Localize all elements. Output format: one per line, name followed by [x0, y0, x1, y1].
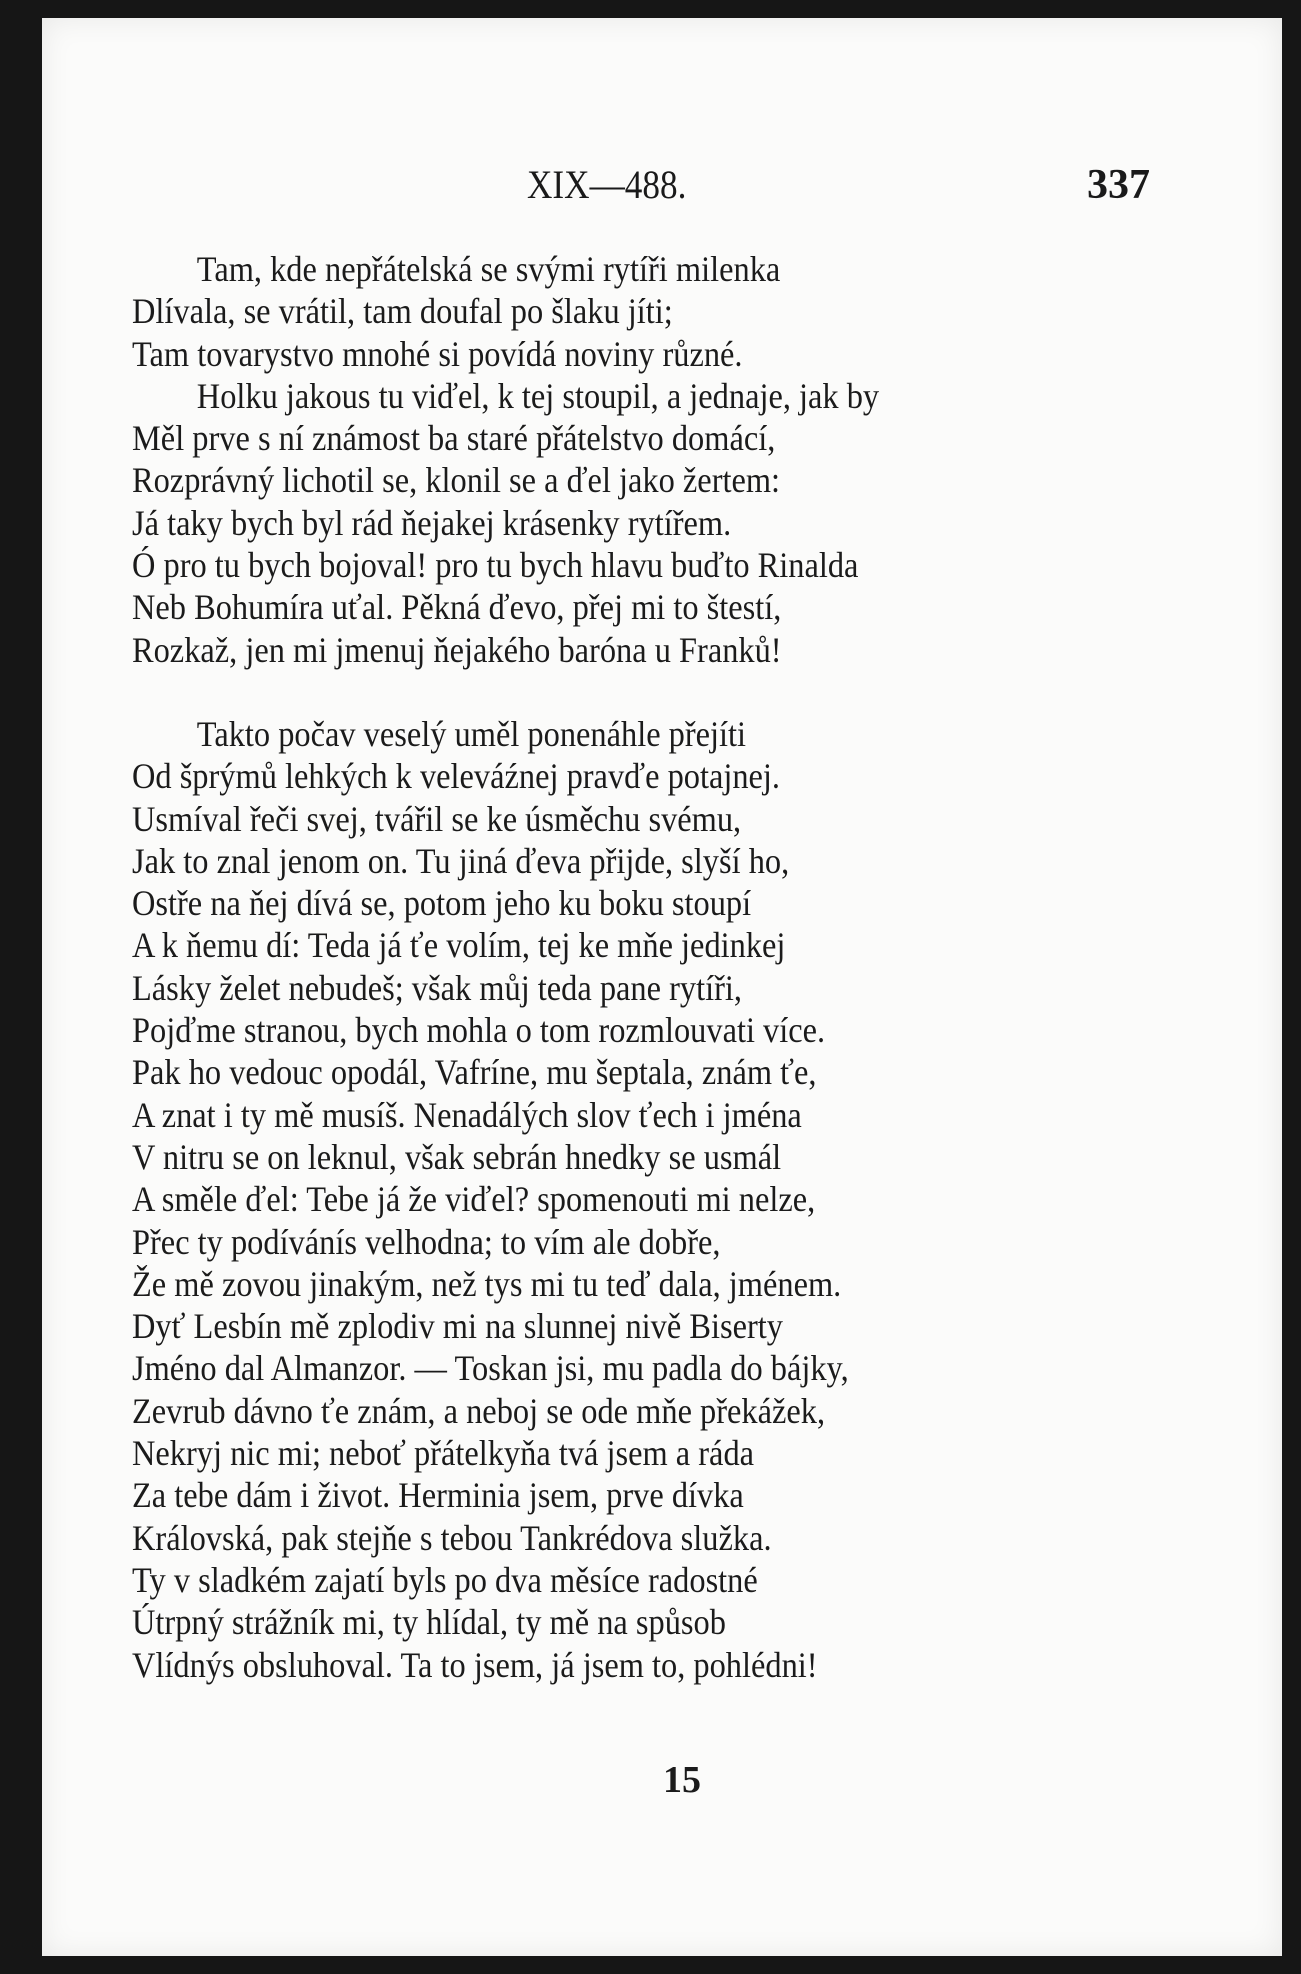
- verse-line: Pojďme stranou, bych mohla o tom rozmlouvati více.: [132, 1010, 826, 1051]
- verse-line: Rozkaž, jen mi jmenuj ňejakého baróna u Franků!: [132, 629, 782, 670]
- stanza: [132, 248, 1192, 671]
- stanza: [132, 713, 1192, 1686]
- verse-line: Ostře na ňej dívá se, potom jeho ku boku stoupí: [132, 883, 752, 924]
- verse-line: Rozprávný lichotil se, klonil se a ďel jako žertem:: [132, 460, 781, 501]
- verse-line: Tam tovarystvo mnohé si povídá noviny různé.: [132, 333, 743, 374]
- verse-line: Usmíval řeči svej, tvářil se ke úsměchu svému,: [132, 798, 742, 839]
- printer-signature: 15: [663, 1759, 701, 1801]
- verse-line: Vlídnýs obsluhoval. Ta to jsem, já jsem to, pohlédni!: [132, 1644, 818, 1685]
- book-page: [42, 18, 1282, 1956]
- stanza-gap: [132, 671, 1192, 713]
- verse-line: Ó pro tu bych bojoval! pro tu bych hlavu buďto Rinalda: [132, 545, 859, 586]
- verse-line: A směle ďel: Tebe já že viďel? spomenouti mi nelze,: [132, 1179, 816, 1220]
- verse-line: Za tebe dám i život. Herminia jsem, prve dívka: [132, 1475, 744, 1516]
- verse-line: Že mě zovou jinakým, než tys mi tu teď dala, jménem.: [132, 1263, 842, 1304]
- running-head: XIX—488.: [527, 162, 687, 207]
- verse-line: Ty v sladkém zajatí byls po dva měsíce radostné: [132, 1559, 758, 1600]
- verse-line: Od šprýmů lehkých k veleváźnej pravďe potajnej.: [132, 756, 781, 797]
- verse-line: Holku jakous tu viďel, k tej stoupil, a jednaje, jak by: [196, 375, 880, 416]
- verse-line: Jméno dal Almanzor. — Toskan jsi, mu padla do bájky,: [132, 1348, 849, 1389]
- verse-line: Dyť Lesbín mě zplodiv mi na slunnej nivě Biserty: [132, 1306, 783, 1347]
- verse-line: Lásky želet nebudeš; však můj teda pane rytíři,: [132, 967, 743, 1008]
- verse-line: Tam, kde nepřátelská se svými rytíři milenka: [196, 249, 781, 289]
- verse-line: A k ňemu dí: Teda já ťe volím, tej ke mňe jedinkej: [132, 925, 786, 966]
- verse-line: Královská, pak stejňe s tebou Tankrédova služka.: [132, 1517, 772, 1558]
- verse-line: A znat i ty mě musíš. Nenadálých slov ťech i jména: [132, 1094, 802, 1135]
- poem-text: [132, 248, 1192, 1686]
- verse-line: V nitru se on leknul, však sebrán hnedky se usmál: [132, 1136, 782, 1177]
- verse-line: Útrpný strážník mi, ty hlídal, ty mě na spůsob: [132, 1602, 726, 1643]
- verse-line: Já taky bych byl rád ňejakej krásenky rytířem.: [132, 502, 732, 543]
- verse-line: Přec ty podívánís velhodna; to vím ale dobře,: [132, 1221, 721, 1262]
- verse-line: Neb Bohumíra uťal. Pěkná ďevo, přej mi to štestí,: [132, 587, 782, 628]
- verse-line: Pak ho vedouc opodál, Vafríne, mu šeptala, znám ťe,: [132, 1052, 817, 1093]
- verse-line: Měl prve s ní známost ba staré přátelstvo domácí,: [132, 418, 776, 459]
- verse-line: Dlívala, se vrátil, tam doufal po šlaku jíti;: [132, 291, 673, 332]
- page-number: 337: [1087, 162, 1150, 208]
- verse-line: Jak to znal jenom on. Tu jiná ďeva přijde, slyší ho,: [132, 840, 790, 881]
- verse-line: Zevrub dávno ťe znám, a neboj se ode mňe překážek,: [132, 1390, 826, 1431]
- verse-line: Nekryj nic mi; neboť přátelkyňa tvá jsem a ráda: [132, 1433, 755, 1474]
- page-header: [42, 160, 1282, 210]
- verse-line: Takto počav veselý uměl ponenáhle přejíti: [196, 713, 747, 754]
